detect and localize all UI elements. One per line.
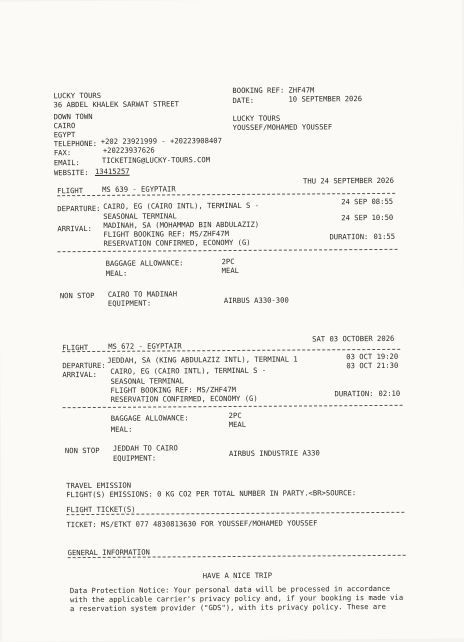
flight2-date: SAT 03 OCTOBER 2026 bbox=[312, 333, 395, 344]
booking-date-label: DATE: bbox=[232, 95, 255, 105]
notice-line2: with the applicable carrier's privacy policy and, if your booking is made via bbox=[69, 592, 404, 605]
flight2-baggage-label: BAGGAGE ALLOWANCE: bbox=[110, 413, 189, 423]
tickets-title: FLIGHT TICKET(S) bbox=[66, 504, 136, 515]
flight1-arrival-label: ARRIVAL: bbox=[57, 223, 93, 234]
flight2-stop: NON STOP bbox=[64, 445, 100, 456]
flight2-arrival-label: ARRIVAL: bbox=[62, 369, 98, 380]
flight1-arrival-line1: MADINAH, SA (MOHAMMAD BIN ABDULAZIZ) bbox=[103, 219, 260, 230]
flight1-departure-label: DEPARTURE: bbox=[57, 203, 101, 214]
flight1-meal: MEAL bbox=[221, 265, 239, 276]
agency-address-line2: DOWN TOWN bbox=[53, 111, 93, 122]
notice-line3: a reservation system provider ("GDS"), with its privacy policy. These are bbox=[69, 601, 386, 614]
flight2-arrival-line1: CAIRO, EG (CAIRO INTL), TERMINAL S - bbox=[110, 365, 267, 376]
flight1-label: FLIGHT bbox=[57, 186, 84, 196]
flight2-arrival-time: 03 OCT 21:30 bbox=[346, 360, 399, 371]
flight2-arrival-line2: SEASONAL TERMINAL bbox=[110, 376, 185, 386]
booking-date: 10 SEPTEMBER 2026 bbox=[288, 94, 363, 104]
flight1-date: THU 24 SEPTEMBER 2026 bbox=[302, 175, 394, 186]
flight2-equipment: AIRBUS INDUSTRIE A330 bbox=[228, 448, 320, 459]
agency-address-line1: 36 ABDEL KHALEK SARWAT STREET bbox=[53, 99, 180, 110]
agency-website-link[interactable]: 13415257 bbox=[94, 166, 130, 176]
notice-line1: Data Protection Notice: Your personal data will be processed in accordance bbox=[69, 583, 391, 596]
flight1-booking-ref: FLIGHT BOOKING REF: MS/ZHF47M bbox=[103, 229, 229, 239]
email-label: EMAIL: bbox=[53, 158, 80, 168]
agency-telephone: +202 23921999 - +20223908407 bbox=[100, 136, 222, 146]
flight1-arrival-time: 24 SEP 10:50 bbox=[341, 212, 394, 223]
booking-agency-name: LUCKY TOURS bbox=[232, 113, 281, 123]
flight1-duration-label: DURATION: bbox=[329, 232, 369, 242]
flight2-reservation: RESERVATION CONFIRMED, ECONOMY (G) bbox=[110, 393, 258, 404]
flight2-equipment-label: EQUIPMENT: bbox=[112, 453, 157, 463]
flight1-stop: NON STOP bbox=[59, 290, 95, 301]
flight2-baggage: 2PC bbox=[228, 410, 242, 421]
flight1-baggage-label: BAGGAGE ALLOWANCE: bbox=[105, 258, 184, 268]
divider bbox=[63, 405, 403, 408]
flight1-route: CAIRO TO MADINAH bbox=[107, 289, 178, 299]
flight2-departure-label: DEPARTURE: bbox=[62, 360, 106, 371]
flight1-reservation: RESERVATION CONFIRMED, ECONOMY (G) bbox=[103, 237, 251, 248]
website-label: WEBSITE: bbox=[53, 167, 89, 178]
flight1-meal-label: MEAL: bbox=[105, 268, 128, 278]
flight2-duration-label: DURATION: bbox=[334, 389, 374, 399]
flight2-meal: MEAL bbox=[228, 419, 247, 430]
flight2-duration: 02:10 bbox=[378, 388, 401, 398]
flight1-departure-line2: SEASONAL TERMINAL bbox=[103, 211, 177, 221]
agency-country: EGYPT bbox=[53, 130, 76, 140]
flight1-duration: 01:55 bbox=[373, 231, 396, 242]
flight2-label: FLIGHT bbox=[62, 343, 89, 353]
agency-email[interactable]: TICKETING@LUCKY-TOURS.COM bbox=[101, 155, 211, 165]
general-info-title: GENERAL INFORMATION bbox=[67, 547, 150, 558]
flight2-number: MS 672 - EGYPTAIR bbox=[108, 341, 182, 351]
divider bbox=[58, 249, 398, 252]
fax-label: FAX: bbox=[53, 148, 72, 158]
flight2-booking-ref: FLIGHT BOOKING REF: MS/ZHF47M bbox=[110, 384, 237, 395]
booking-ref-label: BOOKING REF: bbox=[232, 85, 285, 95]
flight1-equipment-label: EQUIPMENT: bbox=[107, 298, 152, 308]
agency-city: CAIRO bbox=[53, 121, 76, 131]
flight2-departure-line1: JEDDAH, SA (KING ABDULAZIZ INTL), TERMINAL 1 bbox=[107, 354, 298, 365]
emission-title: TRAVEL EMISSION bbox=[66, 480, 132, 491]
flight1-departure-time: 24 SEP 08:55 bbox=[341, 196, 394, 207]
agency-fax: +20223937626 bbox=[102, 145, 155, 155]
emission-text: FLIGHT(S) EMISSIONS: 0 KG CO2 PER TOTAL NUMBER IN PARTY.<BR>SOURCE: bbox=[66, 488, 357, 500]
flight1-departure-line1: CAIRO, EG (CAIRO INTL), TERMINAL S - bbox=[103, 200, 260, 211]
agency-name: LUCKY TOURS bbox=[53, 90, 102, 101]
booking-ref: ZHF47M bbox=[288, 85, 315, 95]
telephone-label: TELEPHONE: bbox=[53, 138, 98, 149]
flight1-number: MS 639 - EGYPTAIR bbox=[102, 184, 176, 194]
flight2-meal-label: MEAL: bbox=[110, 424, 133, 434]
ticket-line: TICKET: MS/ETKT 077 4830813630 FOR YOUSSEF/MOHAMED YOUSSEF bbox=[66, 518, 318, 530]
passenger-name: YOUSSEF/MOHAMED YOUSSEF bbox=[232, 122, 333, 132]
flight1-baggage: 2PC bbox=[221, 256, 235, 267]
flight1-equipment: AIRBUS A330-300 bbox=[223, 295, 289, 306]
flight2-route: JEDDAH TO CAIRO bbox=[112, 443, 178, 453]
flight2-departure-time: 03 OCT 19:20 bbox=[346, 351, 399, 362]
greeting: HAVE A NICE TRIP bbox=[202, 570, 273, 581]
